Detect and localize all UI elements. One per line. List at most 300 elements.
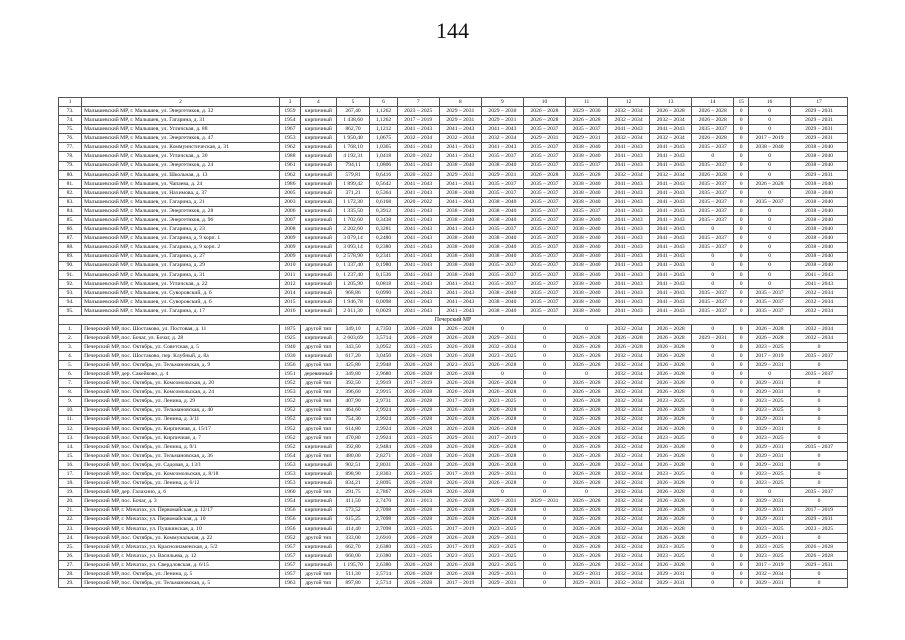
table-cell: 2,9680 bbox=[370, 370, 397, 379]
table-cell: 2,6380 bbox=[370, 542, 397, 551]
table-cell: 2026 – 2028 bbox=[566, 533, 608, 542]
table-cell: 0 bbox=[734, 125, 749, 134]
table-cell: 0,5642 bbox=[370, 179, 397, 188]
table-cell: 73. bbox=[59, 107, 82, 116]
table-cell: 2035 – 2037 bbox=[692, 307, 734, 316]
column-number-row bbox=[59, 98, 848, 107]
table-cell: 0 bbox=[692, 561, 734, 570]
column-number: 7 bbox=[397, 98, 439, 107]
table-cell: 2038 – 2040 bbox=[791, 152, 848, 161]
table-cell: 2032 – 2034 bbox=[608, 579, 650, 588]
table-cell: 2029 – 2031 bbox=[791, 107, 848, 116]
table-cell: 10. bbox=[59, 406, 82, 415]
table-cell: 2029 – 2031 bbox=[566, 134, 608, 143]
table-cell: 2003 bbox=[279, 197, 300, 206]
table-cell: 0 bbox=[692, 506, 734, 515]
table-cell: 0,0029 bbox=[370, 307, 397, 316]
table-cell: 2026 – 2028 bbox=[397, 324, 439, 333]
table-cell: кирпичный bbox=[300, 243, 336, 252]
table-cell: 0,6168 bbox=[370, 197, 397, 206]
table-cell: кирпичный bbox=[300, 134, 336, 143]
table-cell: 1952 bbox=[279, 415, 300, 424]
table-cell: 2029 – 2031 bbox=[481, 533, 523, 542]
table-row bbox=[59, 451, 848, 460]
table-cell: 2. bbox=[59, 333, 82, 342]
table-cell: 2026 – 2028 bbox=[397, 415, 439, 424]
table-row bbox=[59, 406, 848, 415]
table-cell: 2026 – 2028 bbox=[439, 461, 481, 470]
table-cell: 77. bbox=[59, 143, 82, 152]
table-cell: 0 bbox=[523, 533, 565, 542]
table-cell: 0 bbox=[734, 579, 749, 588]
table-cell: 2041 – 2043 bbox=[650, 261, 692, 270]
table-cell: 2038 – 2040 bbox=[439, 216, 481, 225]
column-number: 4 bbox=[300, 98, 336, 107]
table-cell: 2023 – 2025 bbox=[397, 107, 439, 116]
table-cell: 0 bbox=[734, 479, 749, 488]
table-cell: 0 bbox=[566, 324, 608, 333]
address-cell: Печерский МР, пос. Октябрь, ул. Комсомольская, д. 24 bbox=[82, 388, 280, 397]
table-cell: 2035 – 2037 bbox=[749, 297, 791, 306]
table-cell: 2038 – 2040 bbox=[439, 207, 481, 216]
table-cell: 0 bbox=[734, 424, 749, 433]
address-cell: Малышевский МР, г. Малышев, ул. Коммунистическая, д. 31 bbox=[82, 143, 280, 152]
table-cell: 0 bbox=[734, 279, 749, 288]
table-cell: 1957 bbox=[279, 542, 300, 551]
table-cell: 2023 – 2025 bbox=[397, 433, 439, 442]
table-cell: кирпичный bbox=[300, 188, 336, 197]
table-cell: кирпичный bbox=[300, 116, 336, 125]
table-cell: 2041 – 2043 bbox=[439, 152, 481, 161]
table-cell: 0 bbox=[692, 515, 734, 524]
table-cell: 2035 – 2037 bbox=[523, 197, 565, 206]
address-cell: Печерский МР, пос. Октябрь, ул. Тельмановская, д. 9 bbox=[82, 361, 280, 370]
table-row bbox=[59, 188, 848, 197]
table-cell: кирпичный bbox=[300, 351, 336, 360]
table-cell: 660,00 bbox=[336, 552, 370, 561]
table-cell: 0 bbox=[692, 397, 734, 406]
table-cell: 20. bbox=[59, 497, 82, 506]
table-cell: 2041 – 2043 bbox=[608, 197, 650, 206]
table-cell: 3,0952 bbox=[370, 342, 397, 351]
table-cell: 2035 – 2037 bbox=[523, 243, 565, 252]
table-body bbox=[59, 98, 848, 588]
table-cell: 14. bbox=[59, 442, 82, 451]
table-cell: 95. bbox=[59, 307, 82, 316]
table-cell: 2029 – 2031 bbox=[481, 116, 523, 125]
table-row bbox=[59, 470, 848, 479]
table-cell: 2029 – 2031 bbox=[749, 388, 791, 397]
table-cell: 2032 – 2034 bbox=[608, 324, 650, 333]
address-cell: Малышевский МР, г. Малышев, ул. Гагарина, д. 23 bbox=[82, 225, 280, 234]
table-cell: 2026 – 2028 bbox=[692, 170, 734, 179]
table-cell: 2041 – 2043 bbox=[397, 288, 439, 297]
address-cell: Малышевский МР, г. Малышев, ул. Гагарина, д. 29 bbox=[82, 261, 280, 270]
table-cell: 1962 bbox=[279, 143, 300, 152]
table-cell: 411,50 bbox=[336, 497, 370, 506]
table-cell: 2038 – 2040 bbox=[481, 307, 523, 316]
table-row bbox=[59, 533, 848, 542]
table-cell: 2026 – 2028 bbox=[481, 479, 523, 488]
table-cell: 2023 – 2025 bbox=[397, 542, 439, 551]
table-cell: 2026 – 2028 bbox=[566, 361, 608, 370]
table-cell: 75. bbox=[59, 125, 82, 134]
table-cell: 2038 – 2040 bbox=[566, 234, 608, 243]
table-cell: 2010 bbox=[279, 261, 300, 270]
table-cell: 2023 – 2025 bbox=[481, 542, 523, 551]
table-cell: 2023 – 2025 bbox=[749, 542, 791, 551]
table-cell: кирпичный bbox=[300, 279, 336, 288]
table-cell: 2038 – 2040 bbox=[791, 188, 848, 197]
table-cell: 2,9484 bbox=[370, 442, 397, 451]
address-cell: Печерский МР, пос. Октябрь, ул. Садовая, д. 13/1 bbox=[82, 461, 280, 470]
table-cell: 2041 – 2043 bbox=[608, 307, 650, 316]
table-cell: 0 bbox=[692, 552, 734, 561]
table-cell: 0 bbox=[523, 506, 565, 515]
table-cell: 0 bbox=[791, 361, 848, 370]
table-cell: 2032 – 2034 bbox=[791, 297, 848, 306]
table-cell: 2041 – 2043 bbox=[439, 279, 481, 288]
table-cell: 2038 – 2040 bbox=[439, 270, 481, 279]
table-cell: 2023 – 2025 bbox=[481, 561, 523, 570]
table-cell: 2041 – 2043 bbox=[608, 234, 650, 243]
table-cell: 1953 bbox=[279, 134, 300, 143]
table-cell: 0 bbox=[523, 442, 565, 451]
table-cell: другой тип bbox=[300, 379, 336, 388]
table-cell: 2032 – 2034 bbox=[608, 524, 650, 533]
table-cell: 0 bbox=[791, 461, 848, 470]
table-cell: 2032 – 2034 bbox=[608, 461, 650, 470]
table-cell: 0 bbox=[692, 270, 734, 279]
table-cell: 2026 – 2028 bbox=[650, 333, 692, 342]
table-cell: 2032 – 2034 bbox=[608, 497, 650, 506]
table-cell: 2041 – 2043 bbox=[650, 143, 692, 152]
table-row bbox=[59, 433, 848, 442]
address-cell: Малышевский МР, г. Малышев, ул. Суворовский, д. 6 bbox=[82, 297, 280, 306]
table-cell: кирпичный bbox=[300, 506, 336, 515]
table-cell: 2017 – 2019 bbox=[439, 397, 481, 406]
table-cell: 0 bbox=[734, 261, 749, 270]
table-cell: 2026 – 2028 bbox=[566, 388, 608, 397]
table-cell: 0 bbox=[692, 351, 734, 360]
address-cell: Печерский МР, пос. Октябрь, ул. Кирпичная, д. 7 bbox=[82, 433, 280, 442]
table-cell: 0 bbox=[791, 397, 848, 406]
table-cell: 2020 – 2022 bbox=[397, 197, 439, 206]
table-cell: 2026 – 2028 bbox=[566, 351, 608, 360]
address-cell: Малышевский МР, г. Малышев, ул. Энергетиков, д. 28 bbox=[82, 207, 280, 216]
table-cell: 1952 bbox=[279, 397, 300, 406]
table-cell: 0 bbox=[566, 370, 608, 379]
table-cell: 0 bbox=[523, 370, 565, 379]
table-cell: 2029 – 2031 bbox=[749, 442, 791, 451]
table-cell: 2035 – 2037 bbox=[692, 207, 734, 216]
table-cell: 0 bbox=[749, 125, 791, 134]
table-cell: 2032 – 2034 bbox=[749, 570, 791, 579]
table-cell: 0 bbox=[692, 370, 734, 379]
column-number: 14 bbox=[692, 98, 734, 107]
table-row bbox=[59, 397, 848, 406]
table-cell: 343,50 bbox=[336, 342, 370, 351]
table-cell: 0 bbox=[481, 488, 523, 497]
table-row bbox=[59, 297, 848, 306]
table-cell: 2023 – 2025 bbox=[397, 470, 439, 479]
table-cell: кирпичный bbox=[300, 170, 336, 179]
table-cell: 2026 – 2028 bbox=[650, 479, 692, 488]
table-cell: 2026 – 2028 bbox=[692, 116, 734, 125]
column-number: 12 bbox=[608, 98, 650, 107]
table-cell: 0 bbox=[692, 497, 734, 506]
table-cell: 2041 – 2043 bbox=[650, 270, 692, 279]
table-cell: 0 bbox=[749, 234, 791, 243]
table-cell: 0 bbox=[734, 270, 749, 279]
table-cell: 2038 – 2040 bbox=[791, 207, 848, 216]
table-cell: 0 bbox=[734, 552, 749, 561]
table-cell: 0 bbox=[734, 451, 749, 460]
table-cell: 0 bbox=[791, 379, 848, 388]
table-cell: 2038 – 2040 bbox=[791, 252, 848, 261]
table-cell: 93. bbox=[59, 288, 82, 297]
table-cell: 29. bbox=[59, 579, 82, 588]
table-cell: 2,5714 bbox=[370, 579, 397, 588]
table-cell: 2026 – 2028 bbox=[566, 379, 608, 388]
table-cell: 2035 – 2037 bbox=[692, 243, 734, 252]
table-cell: 3,5714 bbox=[370, 333, 397, 342]
table-cell: 0 bbox=[734, 152, 749, 161]
table-cell: 1963 bbox=[279, 579, 300, 588]
table-cell: 2041 – 2043 bbox=[650, 279, 692, 288]
table-cell: 13. bbox=[59, 433, 82, 442]
table-cell: 2023 – 2025 bbox=[650, 552, 692, 561]
table-cell: 25. bbox=[59, 542, 82, 551]
table-cell: 2026 – 2028 bbox=[397, 515, 439, 524]
table-cell: 2,7470 bbox=[370, 497, 397, 506]
address-cell: Малышевский МР, г. Малышев, ул. Энергетиков, д. 24 bbox=[82, 161, 280, 170]
table-row bbox=[59, 270, 848, 279]
table-cell: 2038 – 2040 bbox=[566, 279, 608, 288]
table-cell: 579,81 bbox=[336, 170, 370, 179]
table-cell: 1,0675 bbox=[370, 134, 397, 143]
table-cell: 2035 – 2037 bbox=[692, 179, 734, 188]
column-number: 6 bbox=[370, 98, 397, 107]
table-cell: 2032 – 2034 bbox=[608, 506, 650, 515]
table-cell: 0 bbox=[791, 424, 848, 433]
address-cell: Печерский МР, г. Мичатах, ул. Первомайская, д. 12/17 bbox=[82, 506, 280, 515]
table-cell: кирпичный bbox=[300, 143, 336, 152]
table-cell: 2041 – 2043 bbox=[439, 197, 481, 206]
table-cell: 2038 – 2040 bbox=[791, 261, 848, 270]
table-cell: 2038 – 2040 bbox=[481, 252, 523, 261]
table-cell: 333,00 bbox=[336, 533, 370, 542]
table-cell: 1 335,50 bbox=[336, 207, 370, 216]
table-cell: 2041 – 2043 bbox=[397, 297, 439, 306]
table-cell: 2 603,69 bbox=[336, 333, 370, 342]
address-cell: Малышевский МР, г. Малышев, ул. Гагарина, д. 27 bbox=[82, 252, 280, 261]
table-cell: 2032 – 2034 bbox=[608, 397, 650, 406]
table-cell: 7. bbox=[59, 379, 82, 388]
table-cell: 2038 – 2040 bbox=[791, 234, 848, 243]
table-cell: 0 bbox=[734, 361, 749, 370]
table-cell: 2029 – 2031 bbox=[481, 497, 523, 506]
table-cell: 2029 – 2030 bbox=[566, 107, 608, 116]
table-cell: 2041 – 2043 bbox=[650, 297, 692, 306]
table-cell: 2026 – 2028 bbox=[692, 107, 734, 116]
table-cell: 2029 – 2031 bbox=[791, 561, 848, 570]
table-cell: 2026 – 2028 bbox=[650, 497, 692, 506]
table-cell: 2026 – 2028 bbox=[481, 361, 523, 370]
table-cell: 2041 – 2043 bbox=[650, 252, 692, 261]
table-cell: 2026 – 2028 bbox=[566, 515, 608, 524]
table-cell: 2026 – 2028 bbox=[397, 442, 439, 451]
table-cell: 0 bbox=[749, 225, 791, 234]
table-cell: 0 bbox=[523, 424, 565, 433]
table-row bbox=[59, 261, 848, 270]
table-cell: 2026 – 2028 bbox=[749, 324, 791, 333]
table-cell: 414,40 bbox=[336, 524, 370, 533]
table-row bbox=[59, 288, 848, 297]
table-cell: 2023 – 2025 bbox=[650, 433, 692, 442]
table-cell: 2041 – 2043 bbox=[397, 188, 439, 197]
table-cell: 2041 – 2043 bbox=[439, 297, 481, 306]
table-cell: 2035 – 2037 bbox=[692, 197, 734, 206]
table-cell: 2026 – 2028 bbox=[566, 397, 608, 406]
table-cell: 2035 – 2037 bbox=[481, 270, 523, 279]
table-cell: 0 bbox=[734, 143, 749, 152]
table-cell: 2026 – 2028 bbox=[650, 324, 692, 333]
table-cell: 83. bbox=[59, 197, 82, 206]
table-cell: 2026 – 2028 bbox=[566, 461, 608, 470]
table-cell: 0 bbox=[523, 379, 565, 388]
table-cell: 0 bbox=[692, 261, 734, 270]
table-cell: 1951 bbox=[279, 370, 300, 379]
table-cell: 2035 – 2037 bbox=[692, 216, 734, 225]
table-cell: 2023 – 2025 bbox=[650, 470, 692, 479]
table-cell: 2026 – 2028 bbox=[692, 134, 734, 143]
table-cell: 2041 – 2043 bbox=[608, 243, 650, 252]
table-cell: 94. bbox=[59, 297, 82, 306]
table-cell: 2026 – 2028 bbox=[439, 379, 481, 388]
table-cell: 2038 – 2040 bbox=[566, 307, 608, 316]
table-cell: 2035 – 2037 bbox=[791, 488, 848, 497]
table-cell: 1 237,40 bbox=[336, 270, 370, 279]
table-cell: кирпичный bbox=[300, 225, 336, 234]
column-number: 15 bbox=[734, 98, 749, 107]
table-cell: 2041 – 2043 bbox=[481, 143, 523, 152]
table-cell: 2038 – 2040 bbox=[566, 188, 608, 197]
address-cell: Малышевский МР, г. Малышев, ул. Угличская, д. 22 bbox=[82, 279, 280, 288]
table-cell: 2035 – 2037 bbox=[481, 152, 523, 161]
table-cell: 0 bbox=[692, 424, 734, 433]
address-cell: Малышевский МР, г. Малышев, ул. Гагарина, д. 9 корп. 1 bbox=[82, 234, 280, 243]
table-cell: 2041 – 2043 bbox=[439, 225, 481, 234]
table-cell: 0,2341 bbox=[370, 252, 397, 261]
table-cell: 0 bbox=[749, 279, 791, 288]
table-cell: 2026 – 2028 bbox=[481, 506, 523, 515]
table-cell: 2026 – 2028 bbox=[397, 397, 439, 406]
table-row bbox=[59, 506, 848, 515]
table-cell: 85. bbox=[59, 216, 82, 225]
table-cell: 2041 – 2043 bbox=[608, 143, 650, 152]
address-cell: Малышевский МР, г. Малышев, ул. Энергетиков, д. 32 bbox=[82, 107, 280, 116]
table-cell: 2029 – 2031 bbox=[749, 461, 791, 470]
table-cell: 2035 – 2037 bbox=[791, 442, 848, 451]
table-cell: 2026 – 2028 bbox=[397, 533, 439, 542]
table-cell: 86. bbox=[59, 225, 82, 234]
table-cell: 464,60 bbox=[336, 406, 370, 415]
table-cell: другой тип bbox=[300, 424, 336, 433]
table-row bbox=[59, 207, 848, 216]
table-cell: 1,1212 bbox=[370, 125, 397, 134]
table-cell: 2008 bbox=[279, 225, 300, 234]
table-cell: 2035 – 2037 bbox=[566, 161, 608, 170]
address-cell: Печерский МР, пос. Октябрь, ул. Комсомольская, д. 20 bbox=[82, 379, 280, 388]
table-cell: 1956 bbox=[279, 515, 300, 524]
table-cell: 18. bbox=[59, 479, 82, 488]
table-cell: 2029 – 2031 bbox=[749, 379, 791, 388]
table-cell: 2041 – 2043 bbox=[791, 279, 848, 288]
table-cell: 2041 – 2043 bbox=[608, 179, 650, 188]
table-cell: 2 578,90 bbox=[336, 252, 370, 261]
table-cell: 2026 – 2028 bbox=[439, 370, 481, 379]
table-cell: 2,9919 bbox=[370, 379, 397, 388]
table-row bbox=[59, 379, 848, 388]
table-cell: 392,50 bbox=[336, 379, 370, 388]
table-cell: 2032 – 2034 bbox=[608, 170, 650, 179]
table-cell: 2026 – 2028 bbox=[397, 351, 439, 360]
address-cell: Печерский МР, г. Мичатах, ул. Свердловская, д. 6/15 bbox=[82, 561, 280, 570]
table-cell: 2041 – 2043 bbox=[608, 216, 650, 225]
table-cell: 1 899,42 bbox=[336, 179, 370, 188]
table-cell: 2032 – 2034 bbox=[608, 533, 650, 542]
table-cell: 2041 – 2043 bbox=[397, 307, 439, 316]
table-cell: 2041 – 2043 bbox=[439, 143, 481, 152]
table-cell: 2038 – 2040 bbox=[439, 252, 481, 261]
table-cell: другой тип bbox=[300, 342, 336, 351]
table-cell: 2023 – 2025 bbox=[749, 524, 791, 533]
table-cell: 2026 – 2028 bbox=[481, 379, 523, 388]
table-cell: кирпичный bbox=[300, 179, 336, 188]
table-cell: 0 bbox=[734, 524, 749, 533]
table-cell: 2032 – 2034 bbox=[791, 333, 848, 342]
table-cell: 2029 – 2031 bbox=[481, 579, 523, 588]
address-cell: Печерский МР, пос. Шостаково, ул. Постовая, д. 11 bbox=[82, 324, 280, 333]
table-cell: 2017 – 2019 bbox=[481, 433, 523, 442]
table-cell: 0 bbox=[734, 406, 749, 415]
table-cell: 1,1262 bbox=[370, 116, 397, 125]
table-cell: 2026 – 2028 bbox=[650, 515, 692, 524]
table-cell: 2026 – 2028 bbox=[439, 415, 481, 424]
table-cell: 1988 bbox=[279, 152, 300, 161]
table-cell: 1952 bbox=[279, 406, 300, 415]
table-cell: 2026 – 2028 bbox=[650, 107, 692, 116]
table-cell: 2023 – 2025 bbox=[749, 552, 791, 561]
table-cell: 0 bbox=[523, 351, 565, 360]
table-cell: 0 bbox=[692, 152, 734, 161]
table-cell: 1954 bbox=[279, 116, 300, 125]
table-cell: 2041 – 2043 bbox=[397, 279, 439, 288]
table-row bbox=[59, 442, 848, 451]
table-cell: 2032 – 2034 bbox=[608, 552, 650, 561]
table-cell: 4. bbox=[59, 351, 82, 360]
table-cell: 0 bbox=[734, 488, 749, 497]
table-cell: 0 bbox=[692, 361, 734, 370]
table-cell: 0,2480 bbox=[370, 234, 397, 243]
table-cell: 2026 – 2028 bbox=[650, 461, 692, 470]
table-cell: 0 bbox=[523, 361, 565, 370]
table-cell: 2026 – 2028 bbox=[566, 506, 608, 515]
table-cell: 0 bbox=[749, 488, 791, 497]
address-cell: Печерский МР, пос. Октябрь, ул. Ленина, д. 6/12 bbox=[82, 479, 280, 488]
table-cell: 16. bbox=[59, 461, 82, 470]
